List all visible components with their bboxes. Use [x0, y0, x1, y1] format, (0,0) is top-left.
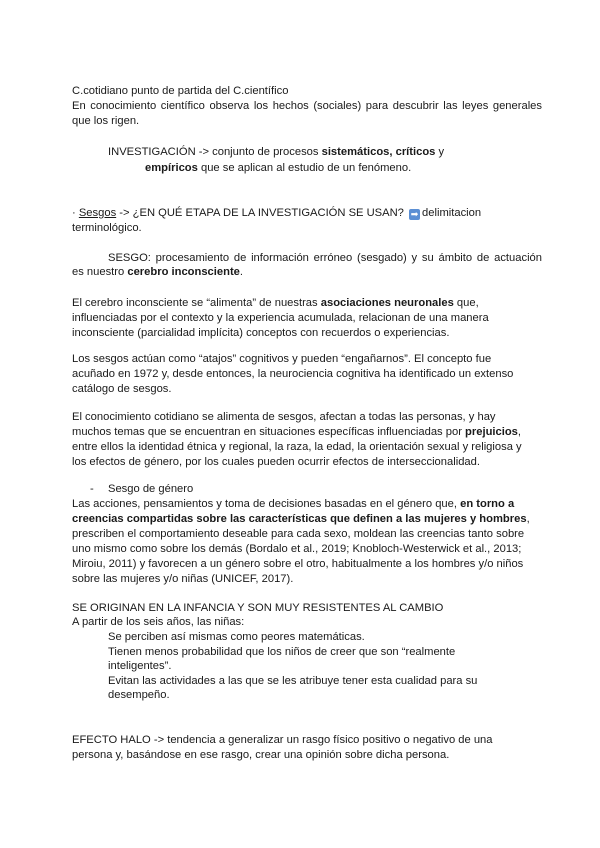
sesgo-definition-line-2: es nuestro cerebro inconsciente.: [72, 266, 244, 278]
sesgos-question-line-2: terminológico.: [72, 222, 142, 234]
sesgos-link[interactable]: Sesgos: [78, 207, 117, 219]
infancia-item-2-line-1: Tienen menos probabilidad que los niños de creer que son “realmente: [108, 646, 456, 658]
genero-line-6: sobre las mujeres y/o niñas (UNICEF, 2017).: [72, 573, 294, 585]
investigacion-line-1: INVESTIGACIÓN -> conjunto de procesos sistemáticos, críticos y: [108, 146, 445, 158]
genero-line-5: Miroiu, 2011) y favorecen a un género sobre el otro, habitualmente a los hombres y/o niños: [72, 558, 524, 570]
sesgo-definition-line-1: SESGO: procesamiento de información erróneo (sesgado) y su ámbito de actuación: [108, 252, 542, 264]
genero-line-2: creencias compartidas sobre las características que definen a las mujeres y hombres,: [72, 513, 530, 525]
genero-title: Sesgo de género: [108, 483, 194, 495]
infancia-item-3-line-2: desempeño.: [108, 689, 170, 701]
atajos-line-1: Los sesgos actúan como “atajos” cognitivos y pueden “engañarnos”. El concepto fue: [72, 353, 492, 365]
cotidiano-line-3: entre ellos la identidad étnica y regional, la raza, la edad, la orientación sexual y religiosa y: [72, 441, 522, 453]
genero-line-1: Las acciones, pensamientos y toma de decisiones basadas en el género que, en torno a: [72, 498, 515, 510]
infancia-subtitle: A partir de los seis años, las niñas:: [72, 616, 245, 628]
arrow-right-icon: ➡: [410, 209, 419, 219]
investigacion-line-2: empíricos que se aplican al estudio de un fenómeno.: [145, 162, 412, 174]
genero-line-4: uno mismo como sobre los demás (Bordalo et al., 2019; Knobloch-Westerwick et al., 2013;: [72, 543, 522, 555]
cotidiano-line-2: muchos temas que se encuentran en situaciones específicas influenciadas por prejuicios,: [72, 426, 522, 438]
intro-line-2: que los rigen.: [72, 115, 140, 127]
infancia-title: SE ORIGINAN EN LA INFANCIA Y SON MUY RESISTENTES AL CAMBIO: [72, 602, 444, 614]
cotidiano-line-1: El conocimiento cotidiano se alimenta de sesgos, afectan a todas las personas, y hay: [72, 411, 496, 423]
halo-line-1: EFECTO HALO -> tendencia a generalizar un rasgo físico positivo o negativo de una: [72, 734, 493, 746]
cerebro-line-3: inconsciente (parcialidad implícita) conceptos con recuerdos o experiencias.: [72, 327, 450, 339]
heading: C.cotidiano punto de partida del C.científico: [72, 85, 289, 97]
atajos-line-2: acuñado en 1972 y, desde entonces, la neurociencia cognitiva ha identificado un extenso: [72, 368, 514, 380]
cerebro-line-1: El cerebro inconsciente se “alimenta” de nuestras asociaciones neuronales que,: [72, 297, 479, 309]
atajos-line-3: catálogo de sesgos.: [72, 383, 172, 395]
infancia-item-1: Se perciben así mismas como peores matemáticas.: [108, 631, 365, 643]
cotidiano-line-4: los efectos de género, por los cuales pueden ocurrir efectos de interseccionalidad.: [72, 456, 480, 468]
sesgos-question: · Sesgos -> ¿EN QUÉ ETAPA DE LA INVESTIGACIÓN SE USAN? ➡ delimitacion: [72, 207, 482, 219]
infancia-item-2-line-2: inteligentes”.: [108, 660, 172, 672]
halo-line-2: persona y, basándose en ese rasgo, crear una opinión sobre dicha persona.: [72, 749, 450, 761]
intro-line-1: En conocimiento científico observa los hechos (sociales) para descubrir las leyes generales: [72, 100, 542, 112]
genero-bullet-dash: -: [90, 483, 94, 495]
infancia-item-3-line-1: Evitan las actividades a las que se les atribuye tener esta cualidad para su: [108, 675, 478, 687]
cerebro-line-2: influenciadas por el contexto y la experiencia acumulada, relacionan de una manera: [72, 312, 489, 324]
genero-line-3: prescriben el comportamiento deseable para cada sexo, moldean las creencias tanto sobre: [72, 528, 525, 540]
